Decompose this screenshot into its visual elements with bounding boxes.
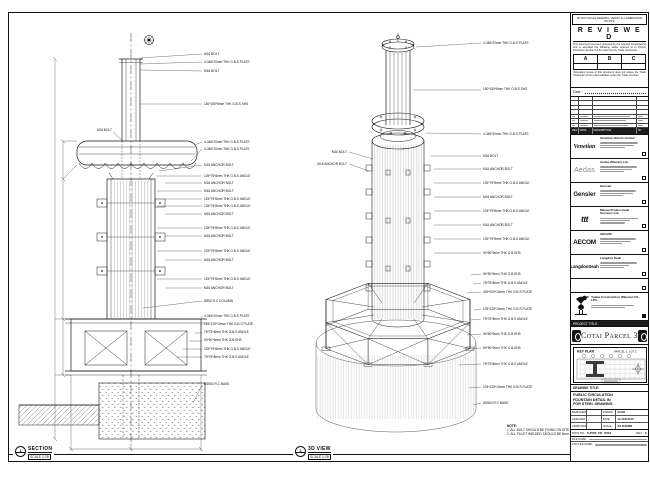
note-title: NOTE: bbox=[507, 424, 517, 428]
callout-label: M16 ANCHOR BOLT bbox=[483, 195, 513, 199]
compass-icon bbox=[632, 363, 644, 375]
key-plan-parcel: PARCEL 1, LOT 2 bbox=[613, 349, 636, 353]
revision-table-header bbox=[571, 128, 648, 134]
scale-value: AS SHOWN bbox=[617, 424, 633, 428]
ornament-icon bbox=[572, 330, 581, 342]
date-label: DATE bbox=[602, 416, 617, 422]
callout-label: 125*75*8mm THK G.B.S ANGLE bbox=[204, 347, 251, 351]
callout-label: M16 ANCHOR BOLT bbox=[483, 223, 513, 227]
reviewed-body: This document has been reviewed by the relevant Consultant(s) and is accorded the following status referred to in Project Procedure Section 5.4 for action by the Trade Contractor. bbox=[573, 43, 646, 53]
section-view-label bbox=[13, 446, 54, 460]
callout-label: 125*75*8mm THK G.B.S ANGLE bbox=[204, 226, 251, 230]
reviewed-stamp bbox=[571, 26, 648, 88]
callout-label: 50*50*5mm THK G.B.SHS bbox=[483, 272, 521, 276]
callout-label: 4-346*20mm THK G.B.S PLATE bbox=[483, 41, 529, 45]
callout-label: M16 ANCHOR BOLT bbox=[204, 212, 234, 216]
consultant-checkbox bbox=[642, 152, 647, 157]
consultant-row-gensler bbox=[571, 183, 648, 207]
consultant-name: Macau Professional Services Ltd. bbox=[600, 208, 630, 216]
status-c: C bbox=[631, 55, 636, 62]
project-title: Cotai Parcel 3 bbox=[581, 331, 638, 340]
project-title-row bbox=[571, 327, 648, 345]
drawing-title-line: PUBLIC CIRCULATION bbox=[573, 393, 613, 397]
callout-label: 75*75*8mm THK G.B.S ANGLE bbox=[204, 330, 249, 334]
approved-value: - bbox=[587, 423, 602, 430]
checked-label: CHECKED bbox=[572, 417, 586, 421]
callout-label: 125*75*8mm THK G.B.S ANGLE bbox=[204, 174, 251, 178]
consultant-name: Venetian Orient Limited bbox=[600, 136, 635, 140]
langdonseah-logo: LangdonSeah bbox=[570, 264, 599, 269]
callout-label: 50*50*5mm THK G.B.SHS bbox=[483, 251, 521, 255]
status-b: B bbox=[598, 55, 622, 63]
callout-label: M16 ANCHOR BOLT bbox=[204, 163, 234, 167]
desc-col-header: DESCRIPTION bbox=[593, 128, 638, 134]
title-block-strip bbox=[570, 13, 648, 461]
consultant-row-venetian bbox=[571, 135, 648, 159]
cad-file-value bbox=[595, 444, 647, 445]
callout-label: M16 BOLT bbox=[483, 154, 499, 158]
callout-label: 4-346*20mm THK G.B.S PLATE bbox=[204, 60, 250, 64]
gensler-logo: Gensler bbox=[573, 191, 596, 198]
contractor-block bbox=[571, 293, 648, 321]
callout-label: M16 BOLT bbox=[204, 52, 220, 56]
project-title-label: PROJECT TITLE bbox=[573, 321, 598, 326]
callout-label: M16 ANCHOR BOLT bbox=[483, 167, 513, 171]
consultant-name: AECOM bbox=[600, 232, 612, 236]
date-fill-line bbox=[585, 90, 646, 94]
yadea-bird-logo bbox=[573, 295, 589, 317]
iso-bubble-icon: 2 bbox=[295, 446, 306, 457]
callout-label: Ø2500 R.C BASE bbox=[204, 382, 230, 386]
aedas-logo: Aedas bbox=[574, 167, 595, 174]
callout-label: 4-346*20mm THK G.B.S PLATE bbox=[204, 140, 250, 144]
callout-label: 125*75*8mm THK G.B.S ANGLE bbox=[204, 197, 251, 201]
drawn-label: DRAWN bbox=[602, 410, 617, 416]
checked-value: - bbox=[587, 416, 602, 422]
date-label: Date : bbox=[573, 90, 583, 94]
reviewed-body2: Consultant review of this document does not relieve the Trade Contractor of the responsibilities under the Trade Contract. bbox=[573, 70, 646, 77]
callout-label: 50*50*5mm THK G.B.SHS bbox=[483, 332, 521, 336]
revision-table bbox=[571, 97, 648, 135]
callout-label: M16 ANCHOR BOLT bbox=[204, 286, 234, 290]
consultant-checkbox bbox=[642, 272, 647, 277]
aecom-logo: AECOM bbox=[573, 239, 596, 246]
detail-mark-icon bbox=[144, 35, 155, 46]
drawing-title-line: FOUNTAIN DETAIL IN bbox=[573, 397, 611, 402]
drawing-title-label: DRAWING TITLE: bbox=[571, 385, 648, 392]
ornament-icon bbox=[638, 330, 647, 342]
callout-label: M16 ANCHOR BOLT bbox=[204, 189, 234, 193]
callout-label: 150*150*8mm THK G.B.S SHS bbox=[204, 102, 249, 106]
iso-view-scale: SCALE 1:25 bbox=[310, 454, 329, 459]
callout-label: 50*50*5mm THK G.B.SHS bbox=[483, 346, 521, 350]
key-plan-title: KEY PLAN bbox=[576, 349, 594, 353]
section-linework bbox=[19, 33, 207, 451]
consultant-checkbox bbox=[642, 224, 647, 229]
cad-file-row bbox=[571, 442, 648, 447]
callout-label: 125*75*8mm THK G.B.S ANGLE bbox=[483, 181, 530, 185]
callout-label: M16 ANCHOR BOLT bbox=[204, 234, 234, 238]
callout-label: 4-346*20mm THK G.B.S PLATE bbox=[204, 314, 250, 318]
drawn-value: CHAD bbox=[617, 411, 626, 415]
dwg-no-label: DWG NO : bbox=[572, 431, 586, 436]
drawing-area-bottom-rule bbox=[9, 454, 571, 455]
consultant-checkbox bbox=[642, 286, 647, 291]
iso-view-label bbox=[293, 446, 333, 460]
designed-value bbox=[587, 410, 602, 416]
file-name-value bbox=[589, 439, 647, 440]
drawing-title-block bbox=[571, 385, 648, 461]
general-notes bbox=[507, 424, 573, 436]
iso-callouts bbox=[317, 41, 532, 405]
reviewed-title: R E V I E W E D bbox=[573, 27, 646, 42]
consultant-checkbox bbox=[642, 200, 647, 205]
drawing-title-line: FOR STEEL DRAWING bbox=[573, 402, 613, 407]
consultant-row-aecom bbox=[571, 231, 648, 255]
callout-label: Ø350 R.C COLUMN bbox=[204, 299, 233, 303]
reviewed-status-row bbox=[573, 54, 646, 64]
callout-label: M16 ANCHOR BOLT bbox=[204, 181, 234, 185]
contractor-name: Yadea Construction (Macau) CO., LTD. bbox=[591, 295, 640, 303]
contractor-checkbox bbox=[642, 314, 647, 319]
callout-label: M16 ANCHOR BOLT bbox=[204, 258, 234, 262]
callout-label: M16 BOLT bbox=[331, 150, 347, 154]
reviewed-date-row bbox=[571, 88, 648, 97]
callout-label: 125*75*8mm THK G.B.S ANGLE bbox=[204, 249, 251, 253]
date-value: 14-JAN-2015 bbox=[617, 417, 634, 421]
consultant-row-langdonseah bbox=[571, 255, 648, 279]
callout-label: 125*125*10mm THK G.B.S PLATE bbox=[204, 322, 254, 326]
callout-label: 400*200*10mm THK G.B.S PLATE bbox=[483, 290, 533, 294]
dwg-no-value: S-PUB_FD_S001 bbox=[586, 431, 612, 436]
callout-label: 4-346*20mm THK G.B.S PLATE bbox=[204, 147, 250, 151]
callout-label: 75*75*8mm THK G.B.S ANGLE bbox=[483, 281, 528, 285]
iso-view-title: 3D VIEW bbox=[308, 446, 331, 452]
venetian-logo: Venetian bbox=[573, 143, 596, 150]
callout-label: 125*75*8mm THK G.B.S ANGLE bbox=[483, 237, 530, 241]
status-a: A bbox=[574, 55, 598, 63]
callout-label: Ø2500 R.C BASE bbox=[483, 401, 509, 405]
dwg-no-row bbox=[571, 430, 648, 437]
callout-label: 50*50*5mm THK G.B.SHS bbox=[204, 338, 242, 342]
consultant-name: Langdon Seah bbox=[600, 256, 622, 260]
key-plan bbox=[571, 345, 648, 385]
consultant-name: Gensler bbox=[600, 184, 612, 188]
scale-label: SCALE bbox=[602, 423, 617, 430]
iso-linework bbox=[316, 33, 481, 432]
consultant-name: Aedas (Macau) Ltd. bbox=[600, 160, 629, 164]
file-name-label: FILE NAME : bbox=[572, 437, 588, 441]
section-bubble-icon: 1 bbox=[15, 446, 26, 457]
callout-label: 150*150*8mm THK G.B.S SHS bbox=[483, 87, 528, 91]
empty-consultant-row bbox=[571, 279, 648, 293]
callout-label: 125*125*10mm THK G.B.S PLATE bbox=[483, 385, 533, 389]
signature-grid bbox=[571, 410, 648, 431]
consultant-row-aedas bbox=[571, 159, 648, 183]
callout-label: 125*75*8mm THK G.B.S ANGLE bbox=[483, 209, 530, 213]
section-view-scale: SCALE 1:25 bbox=[30, 454, 49, 459]
approved-label: APPROVED bbox=[572, 424, 587, 428]
rev-col-header: REV bbox=[572, 129, 578, 133]
note-line: 2. ALL FILLET WELDED SHOULD BE 6mm. bbox=[507, 432, 570, 436]
drawing-sheet bbox=[8, 12, 649, 462]
key-plan-map bbox=[574, 348, 648, 384]
date-col-header: DATE bbox=[579, 128, 593, 134]
callout-label: 75*75*8mm THK G.B.S ANGLE bbox=[483, 317, 528, 321]
designed-label: DESIGNED bbox=[572, 411, 587, 415]
by-col-header: BY bbox=[638, 129, 642, 133]
do-not-scale-note: DO NOT SCALE DRAWING. VERIFY ALL DIMENSIONS ON SITE. bbox=[572, 14, 647, 25]
callout-label: M16 BOLT bbox=[204, 69, 220, 73]
callout-label: 125*75*8mm THK G.B.S ANGLE bbox=[204, 204, 251, 208]
consultant-checkbox bbox=[642, 176, 647, 181]
cad-file-label: CAD FILE NAME : bbox=[572, 443, 594, 447]
rev-value: C bbox=[644, 431, 647, 436]
note-line: 1. ALL BOLT SHOULD BE FIXING ON SITE. bbox=[507, 428, 571, 432]
callout-label: 4-346*20mm THK G.B.S PLATE bbox=[483, 132, 529, 136]
mps-logo: ttt bbox=[581, 213, 588, 224]
consultant-checkbox bbox=[642, 248, 647, 253]
rev-label: REV : bbox=[636, 431, 644, 436]
callout-label: M16 ANCHOR BOLT bbox=[317, 162, 347, 166]
callout-label: 125*125*10mm THK G.B.S PLATE bbox=[483, 307, 533, 311]
consultant-row-mps bbox=[571, 207, 648, 231]
iso-view-drawing bbox=[291, 13, 570, 461]
section-view-drawing bbox=[9, 13, 291, 461]
callout-label: 125*75*8mm THK G.B.S ANGLE bbox=[204, 277, 251, 281]
callout-label: M16 BOLT bbox=[96, 128, 112, 132]
callout-label: 75*75*8mm THK G.B.S ANGLE bbox=[483, 362, 528, 366]
section-view-title: SECTION bbox=[28, 446, 53, 452]
reviewed-tick-row bbox=[573, 64, 646, 70]
callout-label: 75*75*8mm THK G.B.S ANGLE bbox=[204, 355, 249, 359]
